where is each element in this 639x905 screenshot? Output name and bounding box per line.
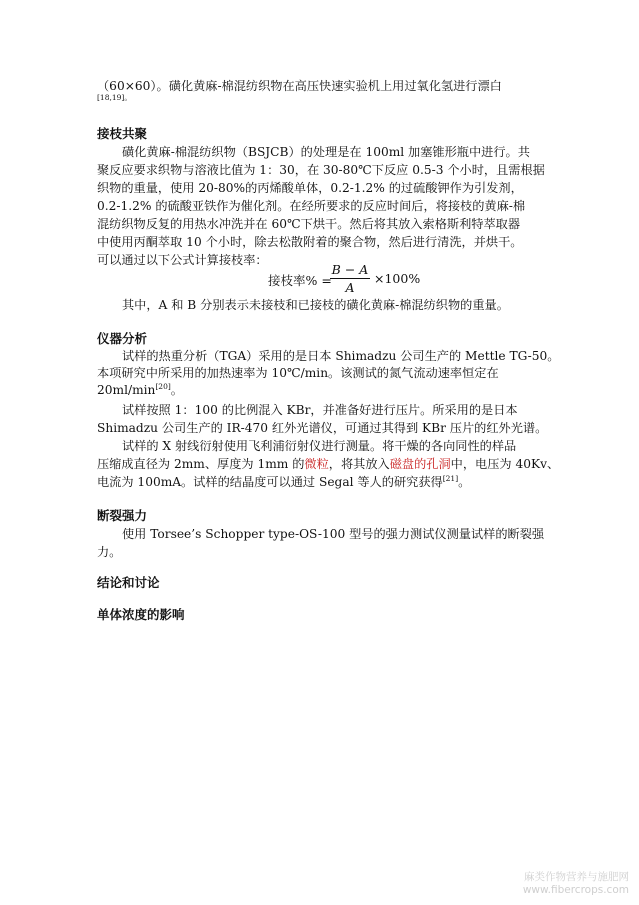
graft-line-2: 聚反应要求织物与溶液比值为 1：30，在 30-80℃下反应 0.5-3 个小时，且需根据: [97, 163, 545, 177]
xrd-text-b: ，将其放入: [328, 457, 390, 471]
crystallinity-text: 电流为 100mA。试样的结晶度可以通过 Segal 等人的研究获得: [97, 475, 443, 489]
graft-note: 其中，A 和 B 分别表示未接枝和已接枝的磺化黄麻-棉混纺织物的重量。: [122, 298, 509, 312]
period: 。: [458, 475, 471, 489]
strength-line-2: 力。: [97, 545, 122, 559]
formula-rhs: ×100%: [374, 271, 421, 286]
intro-text: （60×60）。磺化黄麻-棉混纺织物在高压快速实验机上用过氧化氢进行漂白: [97, 79, 502, 93]
graft-line-5: 混纺织物反复的用热水冲洗并在 60℃下烘干。然后将其放入索格斯利特萃取器: [97, 217, 521, 231]
highlight-particle: 微粒: [304, 457, 329, 471]
instrument-line-8: [97, 474, 547, 490]
instrument-line-3: [97, 382, 547, 398]
graft-line-1: 磺化黄麻-棉混纺织物（BSJCB）的处理是在 100ml 加塞锥形瓶中进行。共: [122, 145, 530, 159]
watermark-url: www.fibercrops.com: [522, 884, 629, 896]
citation-ref: [20]: [155, 382, 171, 391]
instrument-line-7: [97, 456, 560, 472]
intro-tail: 。: [124, 93, 132, 102]
watermark-title: 麻类作物营养与施肥网: [524, 871, 629, 883]
section-heading-monomer: 单体浓度的影响: [97, 607, 185, 622]
section-heading-strength: 断裂强力: [97, 508, 148, 523]
graft-line-7: 可以通过以下公式计算接枝率：: [97, 253, 268, 267]
section-heading-graft: 接枝共聚: [97, 126, 148, 141]
xrd-text-a: 压缩成直径为 2mm、厚度为 1mm 的: [97, 457, 305, 471]
citation-ref: [18,19]: [97, 93, 125, 102]
instrument-line-4: 试样按照 1：100 的比例混入 KBr，并准备好进行压片。所采用的是日本: [122, 403, 518, 417]
period: 。: [170, 383, 183, 397]
section-heading-instrument: 仪器分析: [97, 331, 148, 346]
intro-line: [97, 78, 547, 94]
formula-denominator: A: [345, 280, 355, 295]
site-watermark: [523, 871, 629, 897]
section-heading-results: 结论和讨论: [97, 575, 160, 590]
instrument-line-1: 试样的热重分析（TGA）采用的是日本 Shimadzu 公司生产的 Mettle TG-50。: [122, 349, 560, 363]
graft-line-3: 织物的重量，使用 20-80%的丙烯酸单体，0.2-1.2% 的过硫酸钾作为引发剂，: [97, 181, 523, 195]
flow-rate-text: 20ml/min: [97, 383, 156, 397]
instrument-line-5: Shimadzu 公司生产的 IR-470 红外光谱仪，可通过其得到 KBr 压片的红外光谱。: [97, 421, 548, 435]
formula-numerator: B − A: [331, 262, 369, 277]
instrument-line-6: 试样的 X 射线衍射使用飞利浦衍射仪进行测量。将干燥的各向同性的样品: [122, 439, 517, 453]
instrument-line-2: 本项研究中所采用的加热速率为 10℃/min。该测试的氮气流动速率恒定在: [97, 366, 499, 380]
fraction-bar: [330, 278, 370, 279]
graft-line-4: 0.2-1.2% 的硫酸亚铁作为催化剂。在经所要求的反应时间后，将接枝的黄麻-棉: [97, 199, 526, 213]
highlight-disk-hole: 磁盘的孔洞: [389, 457, 451, 471]
graft-formula: [268, 262, 468, 296]
xrd-text-c: 中，电压为 40Kv、: [450, 457, 560, 471]
formula-lhs: 接枝率% =: [268, 273, 332, 288]
formula-fraction: [330, 262, 370, 295]
strength-line-1: 使用 Torsee’s Schopper type-OS-100 型号的强力测试仪测量试样的断裂强: [122, 527, 545, 541]
citation-ref: [21]: [442, 474, 459, 483]
graft-line-6: 中使用丙酮萃取 10 个小时，除去松散附着的聚合物，然后进行清洗，并烘干。: [97, 235, 523, 249]
intro-ref-line: [97, 93, 132, 102]
